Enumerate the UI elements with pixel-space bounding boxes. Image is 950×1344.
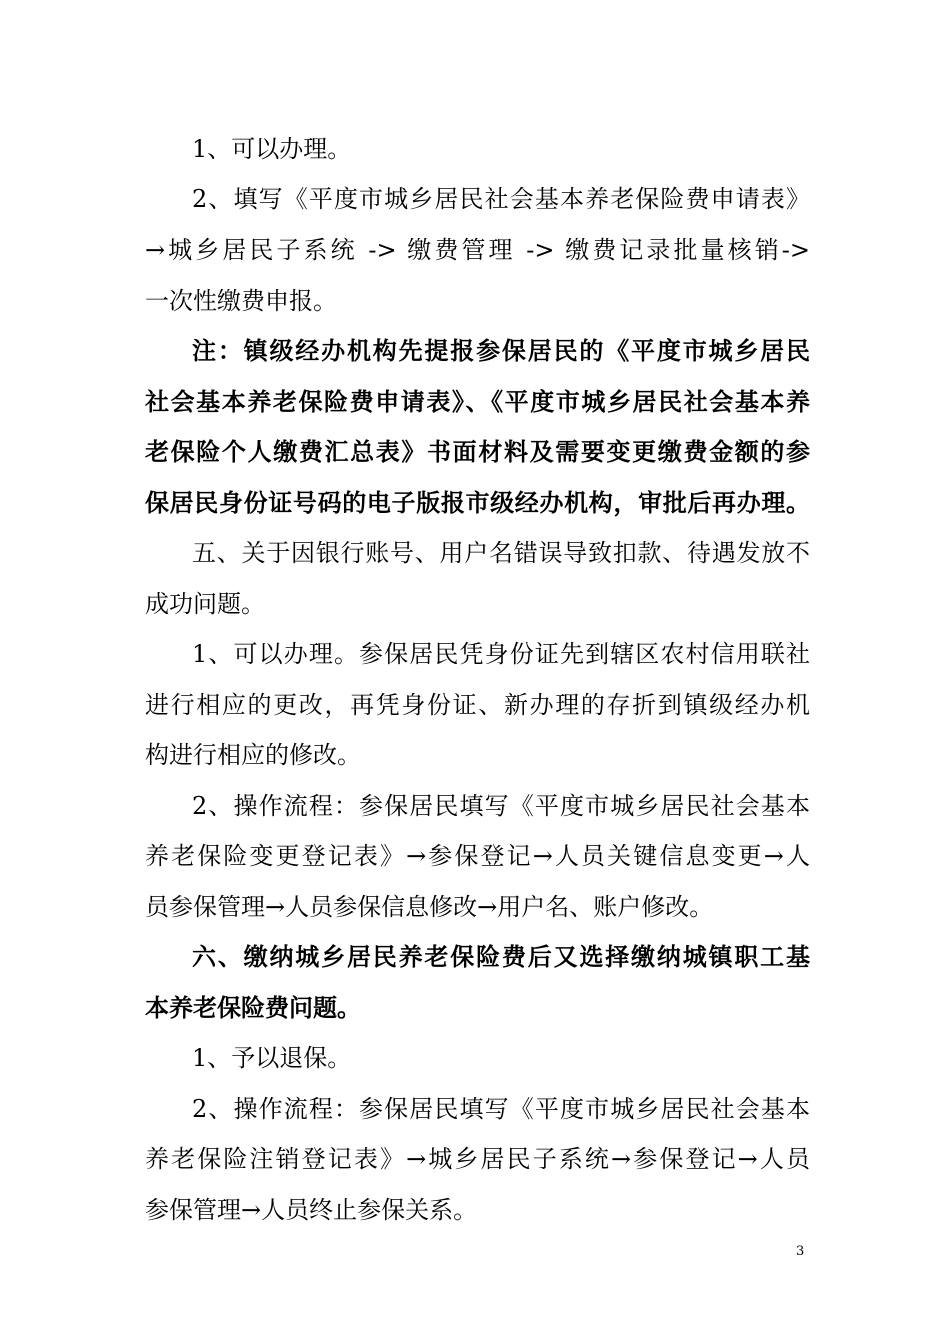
text-line-3: →城乡居民子系统 -> 缴费管理 -> 缴费记录批量核销->: [145, 236, 810, 264]
text-line-12: 进行相应的更改，再凭身份证、新办理的存折到镇级经办机: [145, 691, 810, 719]
note-line-1: 注：镇级经办机构先提报参保居民的《平度市城乡居民: [192, 337, 810, 365]
section-6-heading-line-1: 六、缴纳城乡居民养老保险费后又选择缴纳城镇职工基: [192, 943, 810, 971]
text-line-11: 1、可以办理。参保居民凭身份证先到辖区农村信用联社: [192, 640, 810, 668]
text-line-1: 1、可以办理。: [192, 135, 352, 163]
text-line-14: 2、操作流程：参保居民填写《平度市城乡居民社会基本: [192, 792, 810, 820]
text-line-20: 2、操作流程：参保居民填写《平度市城乡居民社会基本: [192, 1095, 810, 1123]
text-line-2: 2、填写《平度市城乡居民社会基本养老保险费申请表》: [192, 185, 810, 213]
section-5-heading-line-2: 成功问题。: [145, 590, 265, 618]
text-line-13: 构进行相应的修改。: [145, 741, 361, 769]
note-line-2: 社会基本养老保险费申请表》、《平度市城乡居民社会基本养: [145, 388, 810, 416]
text-line-15: 养老保险变更登记表》→参保登记→人员关键信息变更→人: [145, 842, 810, 870]
text-line-4: 一次性缴费申报。: [145, 287, 337, 315]
text-line-22: 参保管理→人员终止参保关系。: [145, 1196, 478, 1224]
note-line-3: 老保险个人缴费汇总表》书面材料及需要变更缴费金额的参: [145, 438, 810, 466]
page-number: 3: [796, 1244, 805, 1259]
text-line-21: 养老保险注销登记表》→城乡居民子系统→参保登记→人员: [145, 1145, 810, 1173]
text-line-19: 1、予以退保。: [192, 1044, 352, 1072]
section-5-heading-line-1: 五、关于因银行账号、用户名错误导致扣款、待遇发放不: [192, 539, 810, 567]
note-line-4: 保居民身份证号码的电子版报市级经办机构，审批后再办理。: [145, 489, 810, 517]
text-line-16: 员参保管理→人员参保信息修改→用户名、账户修改。: [145, 893, 714, 921]
section-6-heading-line-2: 本养老保险费问题。: [145, 994, 361, 1022]
